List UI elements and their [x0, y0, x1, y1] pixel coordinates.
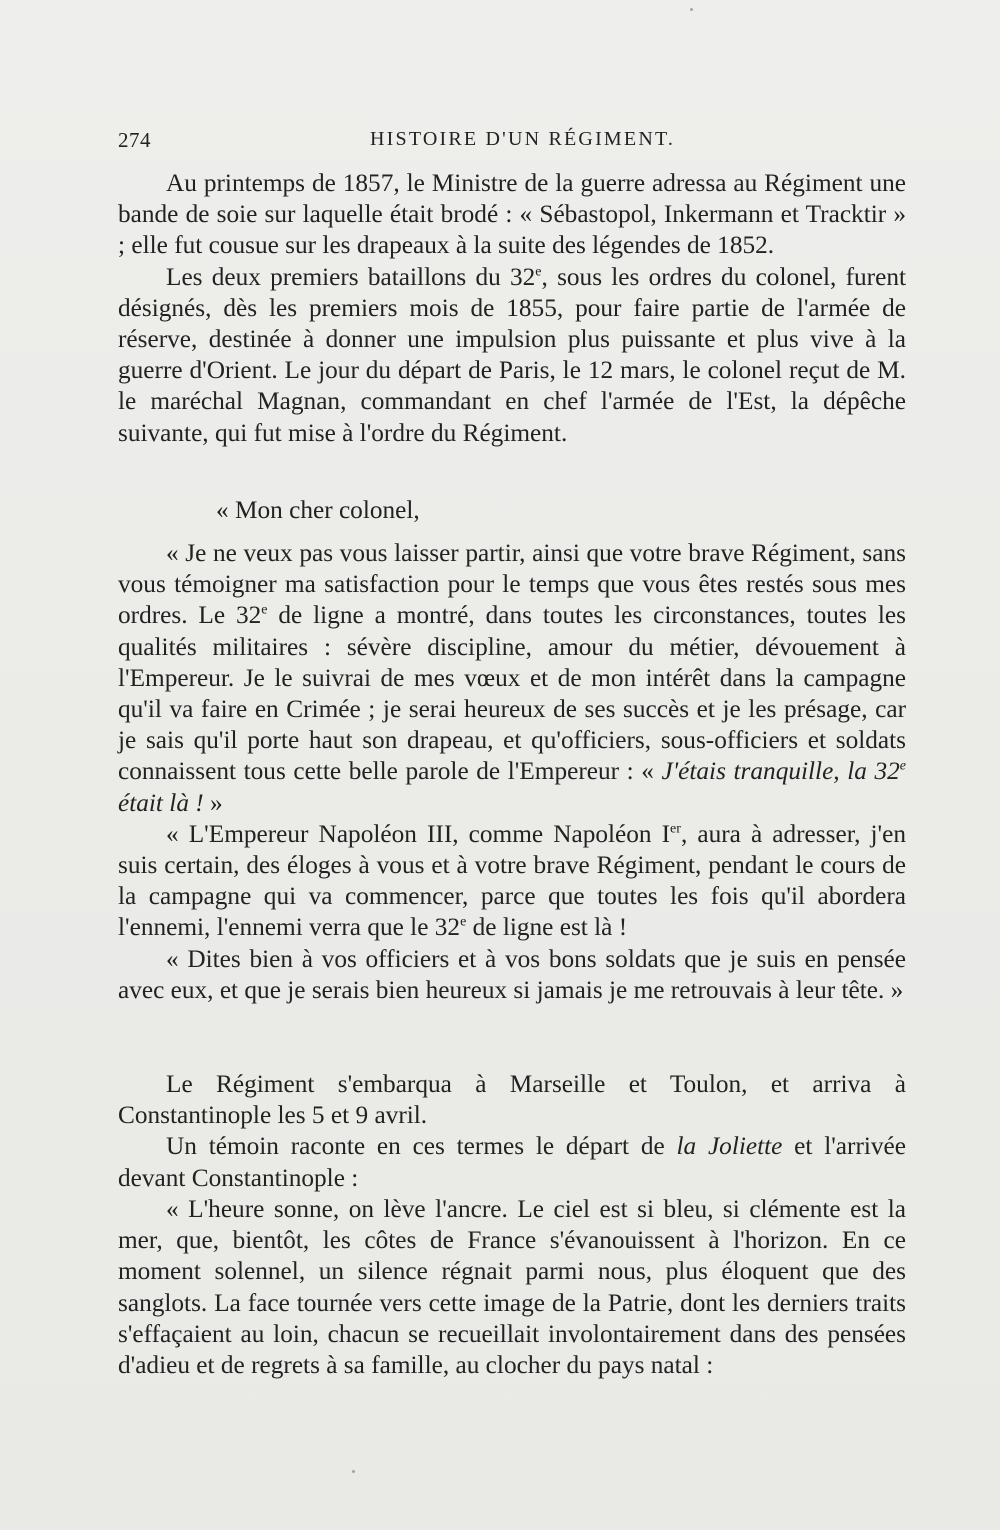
- paragraph-4: Un témoin raconte en ces termes le départ de la Joliette et l'arrivée devant Constantinople :: [118, 1132, 906, 1192]
- paragraph-3: Le Régiment s'embarqua à Marseille et Toulon, et arriva à Constantinople les 5 et 9 avril.: [118, 1070, 906, 1130]
- page-header: [118, 128, 908, 158]
- emperor-quote: J'étais tranquille, la 32e était là !: [118, 757, 907, 817]
- paper-speck: [690, 8, 693, 11]
- letter-body: [118, 538, 906, 1006]
- letter-paragraph-2: « L'Empereur Napoléon III, comme Napoléon Ier, aura à adresser, j'en suis certain, des éloges à vous et à votre brave Régiment, pendant le cours de la campagne qui va commencer, parce que toutes les fois qu'il abordera l'ennemi, l'ennemi verra que le 32e de ligne est là !: [118, 819, 906, 942]
- letter-salutation: « Mon cher colonel,: [216, 495, 420, 524]
- page-number: 274: [118, 128, 151, 152]
- ship-name: la Joliette: [676, 1132, 783, 1161]
- paper-speck: [352, 1470, 355, 1473]
- paragraph-1: Au printemps de 1857, le Ministre de la guerre adressa au Régiment une bande de soie sur laquelle était brodé : « Sébastopol, Inkermann et Tracktir » ; elle fut cousue sur les drapeaux à la suite des légendes de 1852.: [118, 169, 906, 260]
- paragraph-2: Les deux premiers bataillons du 32e, sous les ordres du colonel, furent désignés, dès les premiers mois de 1855, pour faire partie de l'armée de réserve, destinée à donner une impulsion plus puissante et plus vive à la guerre d'Orient. Le jour du départ de Paris, le 12 mars, le colonel reçut de M. le maréchal Magnan, commandant en chef l'armée de l'Est, la dépêche suivante, qui fut mise à l'ordre du Régiment.: [118, 262, 906, 447]
- paragraph-5: « L'heure sonne, on lève l'ancre. Le ciel est si bleu, si clémente est la mer, que, bientôt, les côtes de France s'évanouissent à l'horizon. En ce moment solennel, un silence régnait parmi nous, plus éloquent que des sanglots. La face tournée vers cette image de la Patrie, dont les derniers traits s'effaçaient au loin, chacun se recueillait involontairement dans des pensées d'adieu et de regrets à sa famille, au clocher du pays natal :: [118, 1194, 906, 1379]
- letter-paragraph-3: « Dites bien à vos officiers et à vos bons soldats que je suis en pensée avec eux, et que je serais bien heureux si jamais je me retrouvais à leur tête. »: [118, 944, 906, 1004]
- letter-paragraph-1: « Je ne veux pas vous laisser partir, ainsi que votre brave Régiment, sans vous témoigner ma satisfaction pour le temps que vous êtes restés sous mes ordres. Le 32e de ligne a montré, dans toutes les circonstances, toutes les qualités militaires : sévère discipline, amour du métier, dévouement à l'Empereur. Je le suivrai de mes vœux et de mon intérêt dans la campagne qu'il va faire en Crimée ; je serai heureux de ses succès et je les présage, car je sais qu'il porte haut son drapeau, et qu'officiers, sous-officiers et soldats connaissent tous cette belle parole de l'Empereur : « J'étais tranquille, la 32e était là ! »: [118, 539, 907, 817]
- running-title: HISTOIRE D'UN RÉGIMENT.: [370, 128, 676, 150]
- body-text: [118, 168, 906, 1381]
